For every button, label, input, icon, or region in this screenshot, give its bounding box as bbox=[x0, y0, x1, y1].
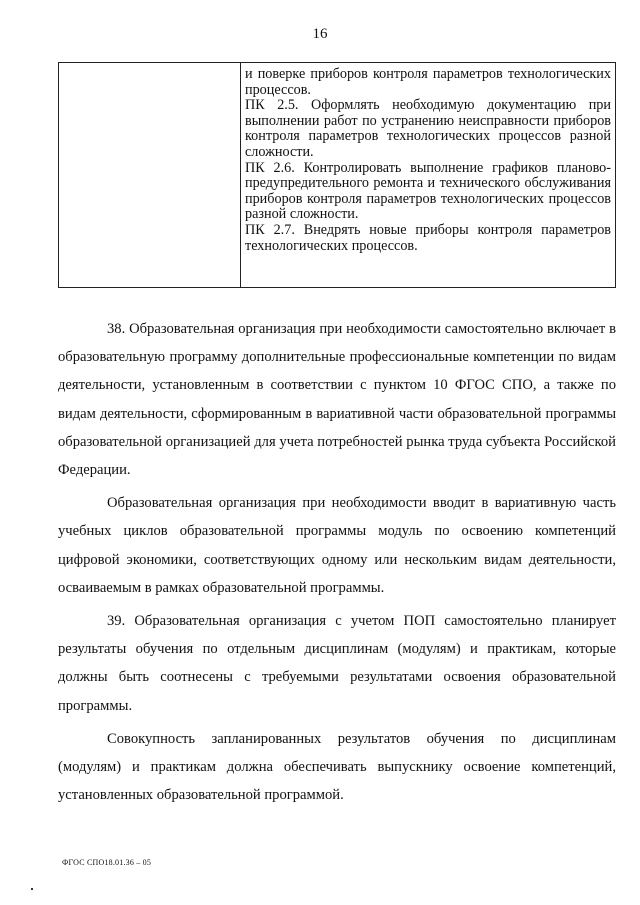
table-cell-paragraph: ПК 2.5. Оформлять необходимую документацию при выполнении работ по устранению неисправности приборов контроля параметров технологических процессов разной сложности. bbox=[245, 97, 611, 160]
table-cell-paragraph: и поверке приборов контроля параметров технологических процессов. bbox=[245, 66, 611, 98]
body-text bbox=[58, 315, 616, 814]
paragraph-results: Совокупность запланированных результатов обучения по дисциплинам (модулям) и практикам должна обеспечивать выпускнику освоение компетенций, установленных образовательной программой. bbox=[58, 730, 616, 804]
page-number: 16 bbox=[312, 26, 328, 42]
paragraph-39: 39. Образовательная организация с учетом ПОП самостоятельно планирует результаты обучения по отдельным дисциплинам (модулям) и практикам, которые должны быть соотнесены с требуемыми результатами освоения образовательной программы. bbox=[58, 613, 616, 714]
table-cell-paragraph: ПК 2.7. Внедрять новые приборы контроля параметров технологических процессов. bbox=[245, 221, 611, 254]
document-code-footer: ФГОС СПО18.01.36 – 05 bbox=[62, 858, 152, 867]
table-cell-paragraph: ПК 2.6. Контролировать выполнение графиков планово-предупредительного ремонта и технического обслуживания приборов контроля параметров технологических процессов разной сложности. bbox=[245, 159, 611, 223]
paragraph-digital-economy: Образовательная организация при необходимости вводит в вариативную часть учебных циклов образовательной программы модуль по освоению компетенций цифровой экономики, соответствующих одному или нескольким видам деятельности, осваиваемым в рамках образовательной программы. bbox=[58, 495, 616, 596]
paragraph-38: 38. Образовательная организация при необходимости самостоятельно включает в образовательную программу дополнительные профессиональные компетенции по видам деятельности, установленным в соответствии с пунктом 10 ФГОС СПО, а также по видам деятельности, сформированным в вариативной части образовательной программы образовательной организацией для учета потребностей рынка труда субъекта Российской Федерации. bbox=[58, 321, 616, 479]
competency-table bbox=[58, 62, 616, 288]
scan-dot bbox=[31, 888, 33, 890]
table-left-cell bbox=[59, 63, 241, 287]
table-right-cell bbox=[245, 67, 611, 254]
